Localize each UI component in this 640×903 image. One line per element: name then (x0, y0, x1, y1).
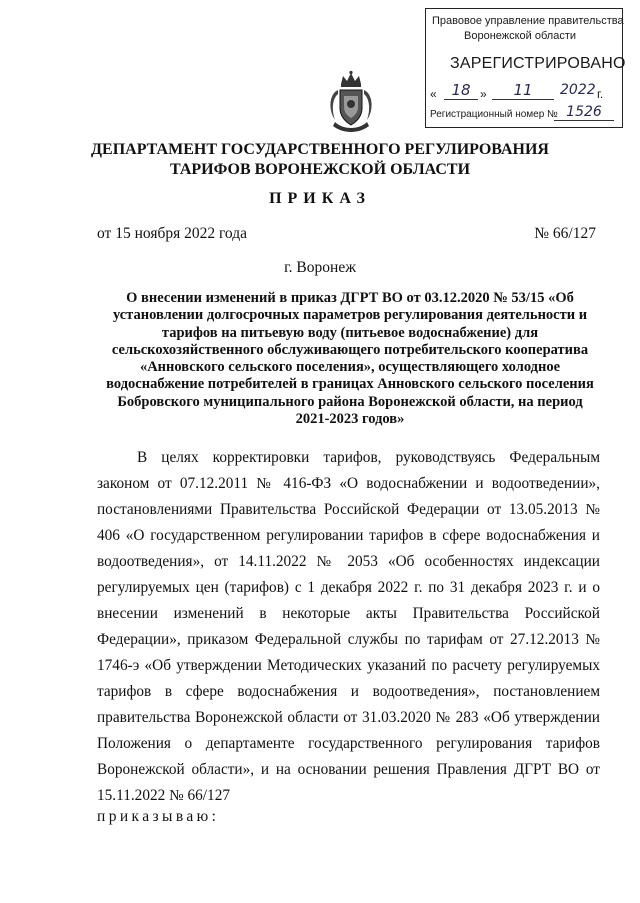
stamp-month: 11 (492, 81, 554, 100)
stamp-org-line1: Правовое управление правительства (432, 15, 624, 27)
order-body: В целях корректировки тарифов, руководствуясь Федеральным законом от 07.12.2011 № 416-ФЗ «О водоснабжении и водоотведении», постановлениями Правительства Российской Федерации от 13.05.2013 № 406 «О государственном регулировании тарифов в сфере водоснабжения и водоотведения», от 14.11.2022 № 2053 «Об особенностях индексации регулируемых цен (тарифов) с 1 декабря 2022 г. по 31 декабря 2023 г. и о внесении изменений в некоторые акты Правительства Российской Федерации», приказом Федеральной службы по тарифам от 27.12.2013 № 1746-э «Об утверждении Методических указаний по расчету регулируемых тарифов в сфере водоснабжения и водоотведения», постановлением правительства Воронежской области от 31.03.2020 № 283 «Об утверждении Положения о департаменте государственного регулирования тарифов Воронежской области», и на основании решения Правления ДГРТ ВО от 15.11.2022 № 66/127 (97, 449, 600, 804)
department-title-line2: ТАРИФОВ ВОРОНЕЖСКОЙ ОБЛАСТИ (169, 161, 471, 178)
stamp-year-suffix: г. (597, 87, 604, 101)
stamp-reg-number: 1526 (554, 104, 614, 121)
stamp-quote-open: « (430, 87, 437, 101)
order-heading: О внесении изменений в приказ ДГРТ ВО от 03.12.2020 № 53/15 «Об установлении долгосрочных параметров регулирования деятельности и тарифов на питьевую воду (питьевое водоснабжение) для сельскохозяйственного обслуживающего потребительского кооператива «Анновского сельского поселения», осуществляющего холодное водоснабжение потребителей в границах Анновского сельского поселения Бобровского муниципального района Воронежской области, на период 2021-2023 годов» (106, 290, 594, 428)
order-date: от 15 ноября 2022 года (97, 225, 248, 242)
order-number: № 66/127 (534, 225, 596, 242)
stamp-quote-close: » (480, 87, 487, 101)
stamp-registered-label: ЗАРЕГИСТРИРОВАНО (450, 55, 626, 72)
stamp-date-line (430, 81, 618, 105)
stamp-reg-number-label: Регистрационный номер № (430, 109, 558, 120)
document-type: ПРИКАЗ (269, 190, 371, 207)
order-city: г. Воронеж (284, 259, 356, 276)
department-title-line1: ДЕПАРТАМЕНТ ГОСУДАРСТВЕННОГО РЕГУЛИРОВАНИЯ (91, 141, 549, 158)
order-closing: приказываю: (97, 808, 220, 825)
coat-of-arms-emblem (323, 70, 379, 136)
registration-stamp (425, 8, 626, 128)
stamp-year: 2022 (560, 82, 596, 98)
stamp-org-line2: Воронежской области (464, 30, 577, 42)
stamp-day: 18 (444, 81, 478, 100)
